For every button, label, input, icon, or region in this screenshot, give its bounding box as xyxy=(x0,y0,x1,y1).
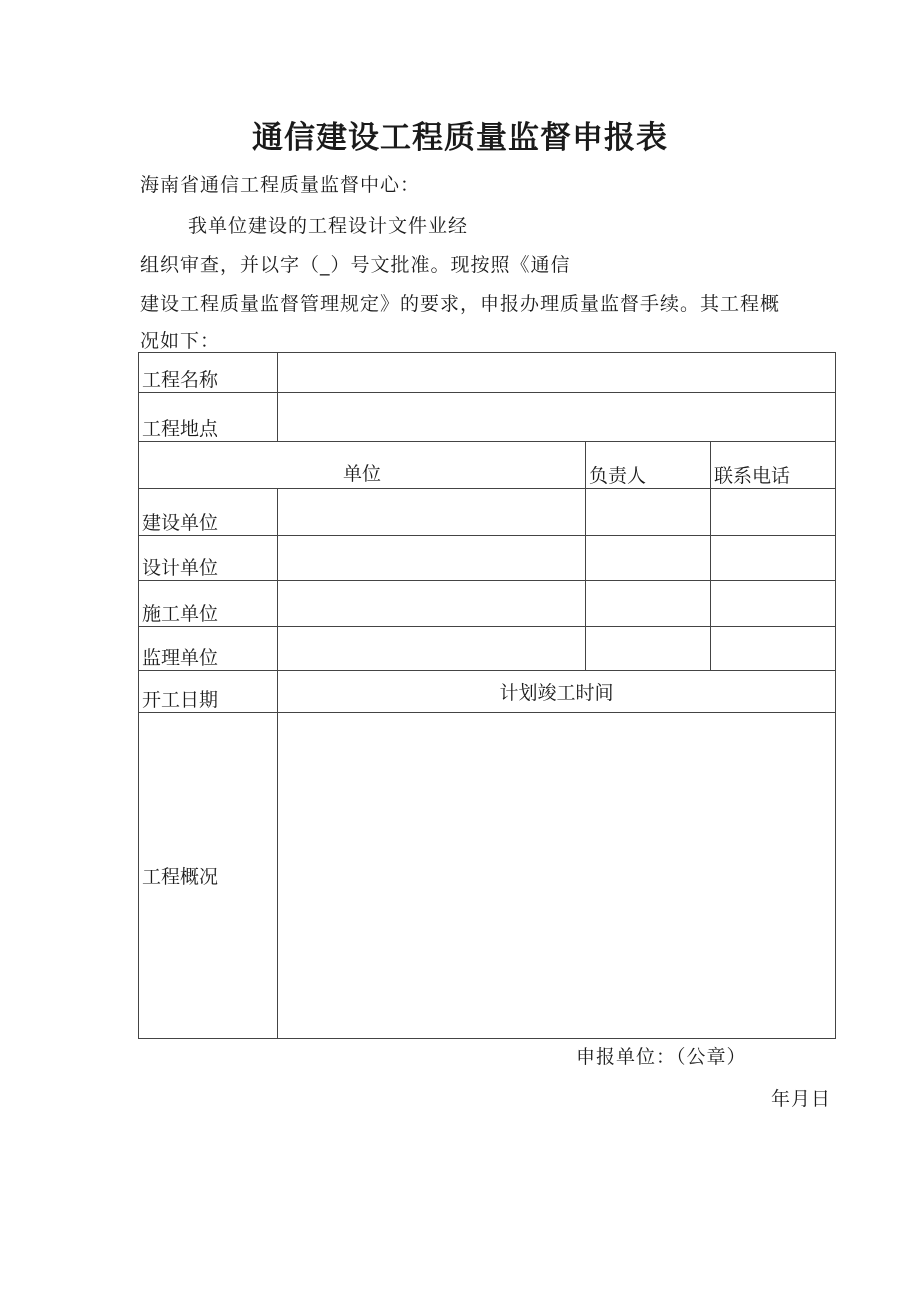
application-form-table xyxy=(138,352,836,1039)
row-label-contractor: 施工单位 xyxy=(139,581,278,627)
overview-label: 工程概况 xyxy=(139,713,278,1039)
project-name-label: 工程名称 xyxy=(139,353,278,393)
table-row-schedule xyxy=(139,671,836,713)
overview-field[interactable] xyxy=(278,713,836,1039)
start-date-label: 开工日期 xyxy=(139,671,278,713)
supervision-phone-field[interactable] xyxy=(711,627,836,671)
table-row xyxy=(139,489,836,536)
header-unit: 单位 xyxy=(139,442,586,489)
contractor-phone-field[interactable] xyxy=(711,581,836,627)
table-row xyxy=(139,581,836,627)
table-row-project-name xyxy=(139,353,836,393)
table-row xyxy=(139,627,836,671)
design-phone-field[interactable] xyxy=(711,536,836,581)
supervision-responsible-field[interactable] xyxy=(586,627,711,671)
header-phone: 联系电话 xyxy=(711,442,836,489)
construction-responsible-field[interactable] xyxy=(586,489,711,536)
table-row-overview xyxy=(139,713,836,1039)
date-label: 年月日 xyxy=(771,1088,832,1110)
row-label-construction: 建设单位 xyxy=(139,489,278,536)
table-row xyxy=(139,536,836,581)
applicant-seal-label: 申报单位：（公章） xyxy=(576,1046,747,1068)
intro-line-1: 我单位建设的工程设计文件业经 xyxy=(188,215,469,237)
row-label-design: 设计单位 xyxy=(139,536,278,581)
contractor-unit-field[interactable] xyxy=(278,581,586,627)
project-location-field[interactable] xyxy=(278,393,836,442)
row-label-supervision: 监理单位 xyxy=(139,627,278,671)
project-name-field[interactable] xyxy=(278,353,836,393)
design-responsible-field[interactable] xyxy=(586,536,711,581)
header-responsible: 负责人 xyxy=(586,442,711,489)
construction-phone-field[interactable] xyxy=(711,489,836,536)
project-location-label: 工程地点 xyxy=(139,393,278,442)
table-header-row xyxy=(139,442,836,489)
intro-line-2: 组织审查，并以字（_）号文批准。现按照《通信 xyxy=(140,254,571,276)
supervision-unit-field[interactable] xyxy=(278,627,586,671)
intro-line-4: 况如下： xyxy=(140,330,221,352)
form-title: 通信建设工程质量监督申报表 xyxy=(252,120,668,156)
design-unit-field[interactable] xyxy=(278,536,586,581)
planned-completion-label: 计划竣工时间 xyxy=(278,671,836,713)
construction-unit-field[interactable] xyxy=(278,489,586,536)
table-row-project-location xyxy=(139,393,836,442)
intro-line-3: 建设工程质量监督管理规定》的要求，申报办理质量监督手续。其工程概 xyxy=(140,293,781,315)
contractor-responsible-field[interactable] xyxy=(586,581,711,627)
addressee: 海南省通信工程质量监督中心： xyxy=(140,174,421,196)
